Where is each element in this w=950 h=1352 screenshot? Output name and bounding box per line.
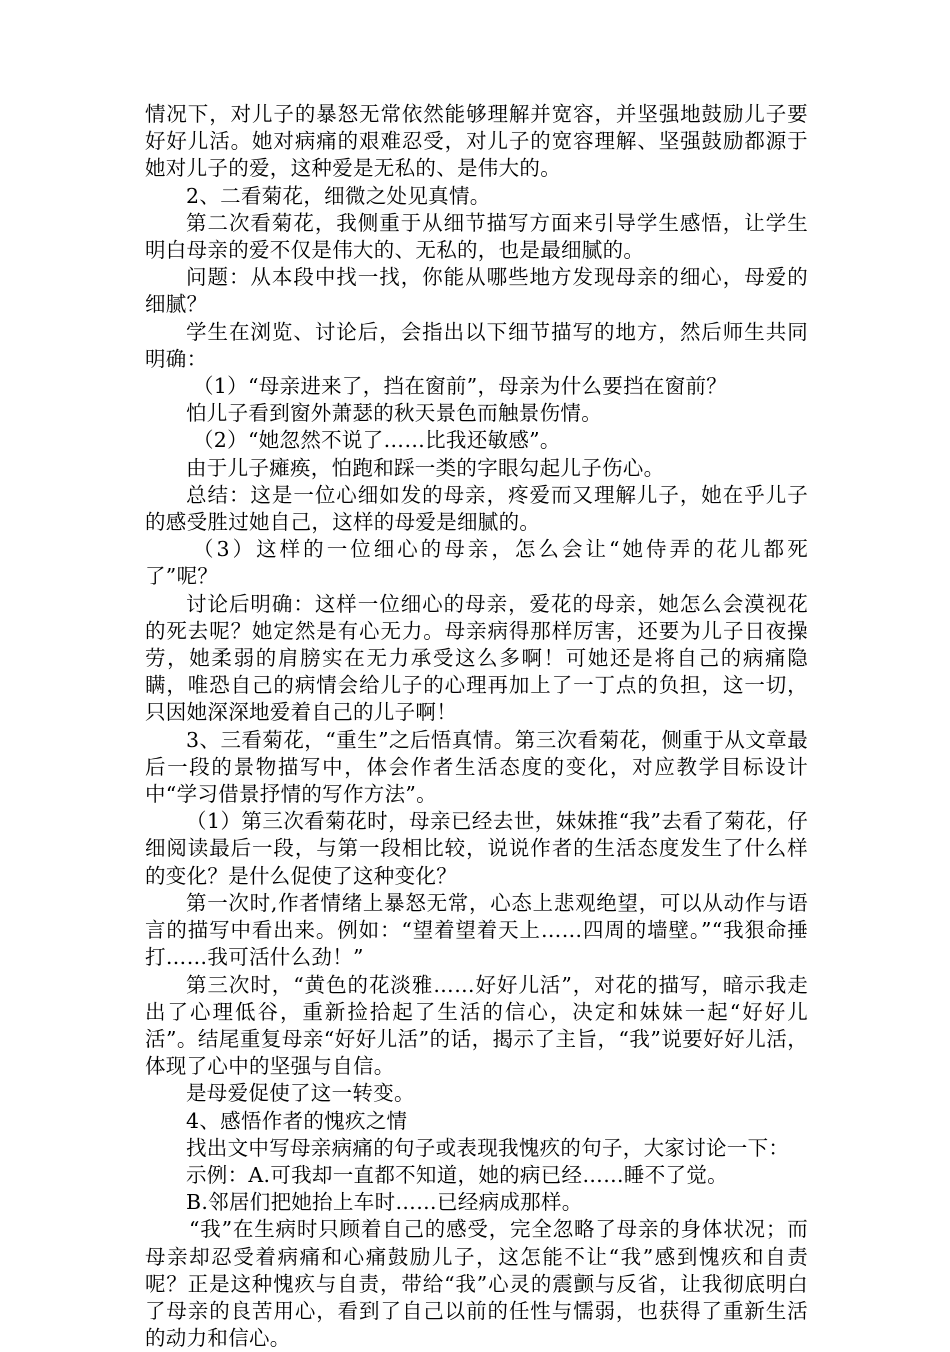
section-heading-4: 4、感悟作者的愧疚之情: [186, 1108, 408, 1133]
section-heading-2: 2、二看菊花，细微之处见真情。: [186, 183, 491, 208]
paragraph: 第二次看菊花，我侧重于从细节描写方面来引导学生感悟，让学生明白母亲的爱不仅是伟大的、无私的，也是最细腻的。: [145, 210, 808, 263]
example-b: B.邻居们把她抬上车时……已经病成那样。: [186, 1190, 583, 1215]
list-item: （2）“她忽然不说了……比我还敏感”。: [193, 428, 561, 453]
paragraph: 是母爱促使了这一转变。: [186, 1081, 415, 1106]
paragraph: 由于儿子瘫痪，怕跑和踩一类的字眼勾起儿子伤心。: [186, 455, 665, 480]
paragraph: 找出文中写母亲病痛的句子或表现我愧疚的句子，大家讨论一下：: [186, 1135, 790, 1160]
list-item: （1）“母亲进来了，挡在窗前”，母亲为什么要挡在窗前？: [193, 374, 728, 399]
document-body: [145, 101, 808, 1352]
list-item: （1）第三次看菊花时，母亲已经去世，妹妹推“我”去看了菊花，仔细阅读最后一段，与第一段相比较，说说作者的生活态度发生了什么样的变化？是什么促使了这种变化？: [145, 809, 808, 888]
paragraph: 学生在浏览、讨论后，会指出以下细节描写的地方，然后师生共同明确：: [145, 319, 808, 371]
section-heading-3: 3、三看菊花，“重生”之后悟真情。第三次看菊花，侧重于从文章最后一段的景物描写中，体会作者生活态度的变化，对应教学目标设计中“学习借景抒情的写作方法”。: [145, 727, 808, 807]
paragraph-continuation: 情况下，对儿子的暴怒无常依然能够理解并宽容，并坚强地鼓励儿子要好好儿活。她对病痛的艰难忍受，对儿子的宽容理解、坚强鼓励都源于她对儿子的爱，这种爱是无私的、是伟大的。: [145, 102, 808, 181]
list-item: （3）这样的一位细心的母亲，怎么会让“她侍弄的花儿都死了”呢？: [145, 537, 808, 589]
paragraph: 第三次时，“黄色的花淡雅……好好儿活”，对花的描写，暗示我走出了心理低谷，重新捡拾起了生活的信心，决定和妹妹一起“好好儿活”。结尾重复母亲“好好儿活”的话，揭示了主旨，“我”说要好好儿活，体现了心中的坚强与自信。: [145, 972, 808, 1079]
example-a: 示例：A.可我却一直都不知道，她的病已经……睡不了觉。: [186, 1162, 728, 1187]
paragraph: “我”在生病时只顾着自己的感受，完全忽略了母亲的身体状况；而母亲却忍受着病痛和心痛鼓励儿子，这怎能不让“我”感到愧疚和自责呢？正是这种愧疚与自责，带给“我”心灵的震颤与反省，让我彻底明白了母亲的良苦用心，看到了自己以前的任性与懦弱，也获得了重新生活的动力和信心。: [145, 1217, 808, 1351]
question-paragraph: 问题：从本段中找一找，你能从哪些地方发现母亲的细心，母爱的细腻？: [145, 265, 808, 317]
paragraph: 讨论后明确：这样一位细心的母亲，爱花的母亲，她怎么会漠视花的死去呢？她定然是有心无力。母亲病得那样厉害，还要为儿子日夜操劳，她柔弱的肩膀实在无力承受这么多啊！可她还是将自己的病痛隐瞒，唯恐自己的病情会给儿子的心理再加上了一丁点的负担，这一切，只因她深深地爱着自己的儿子啊！: [145, 591, 808, 725]
paragraph: 第一次时,作者情绪上暴怒无常，心态上悲观绝望，可以从动作与语言的描写中看出来。例如：“望着望着天上……四周的墙壁。”“我狠命捶打……我可活什么劲！”: [145, 890, 808, 970]
paragraph: 怕儿子看到窗外萧瑟的秋天景色而触景伤情。: [186, 401, 602, 426]
summary-paragraph: 总结：这是一位心细如发的母亲，疼爱而又理解儿子，她在乎儿子的感受胜过她自己，这样的母爱是细腻的。: [145, 482, 808, 535]
